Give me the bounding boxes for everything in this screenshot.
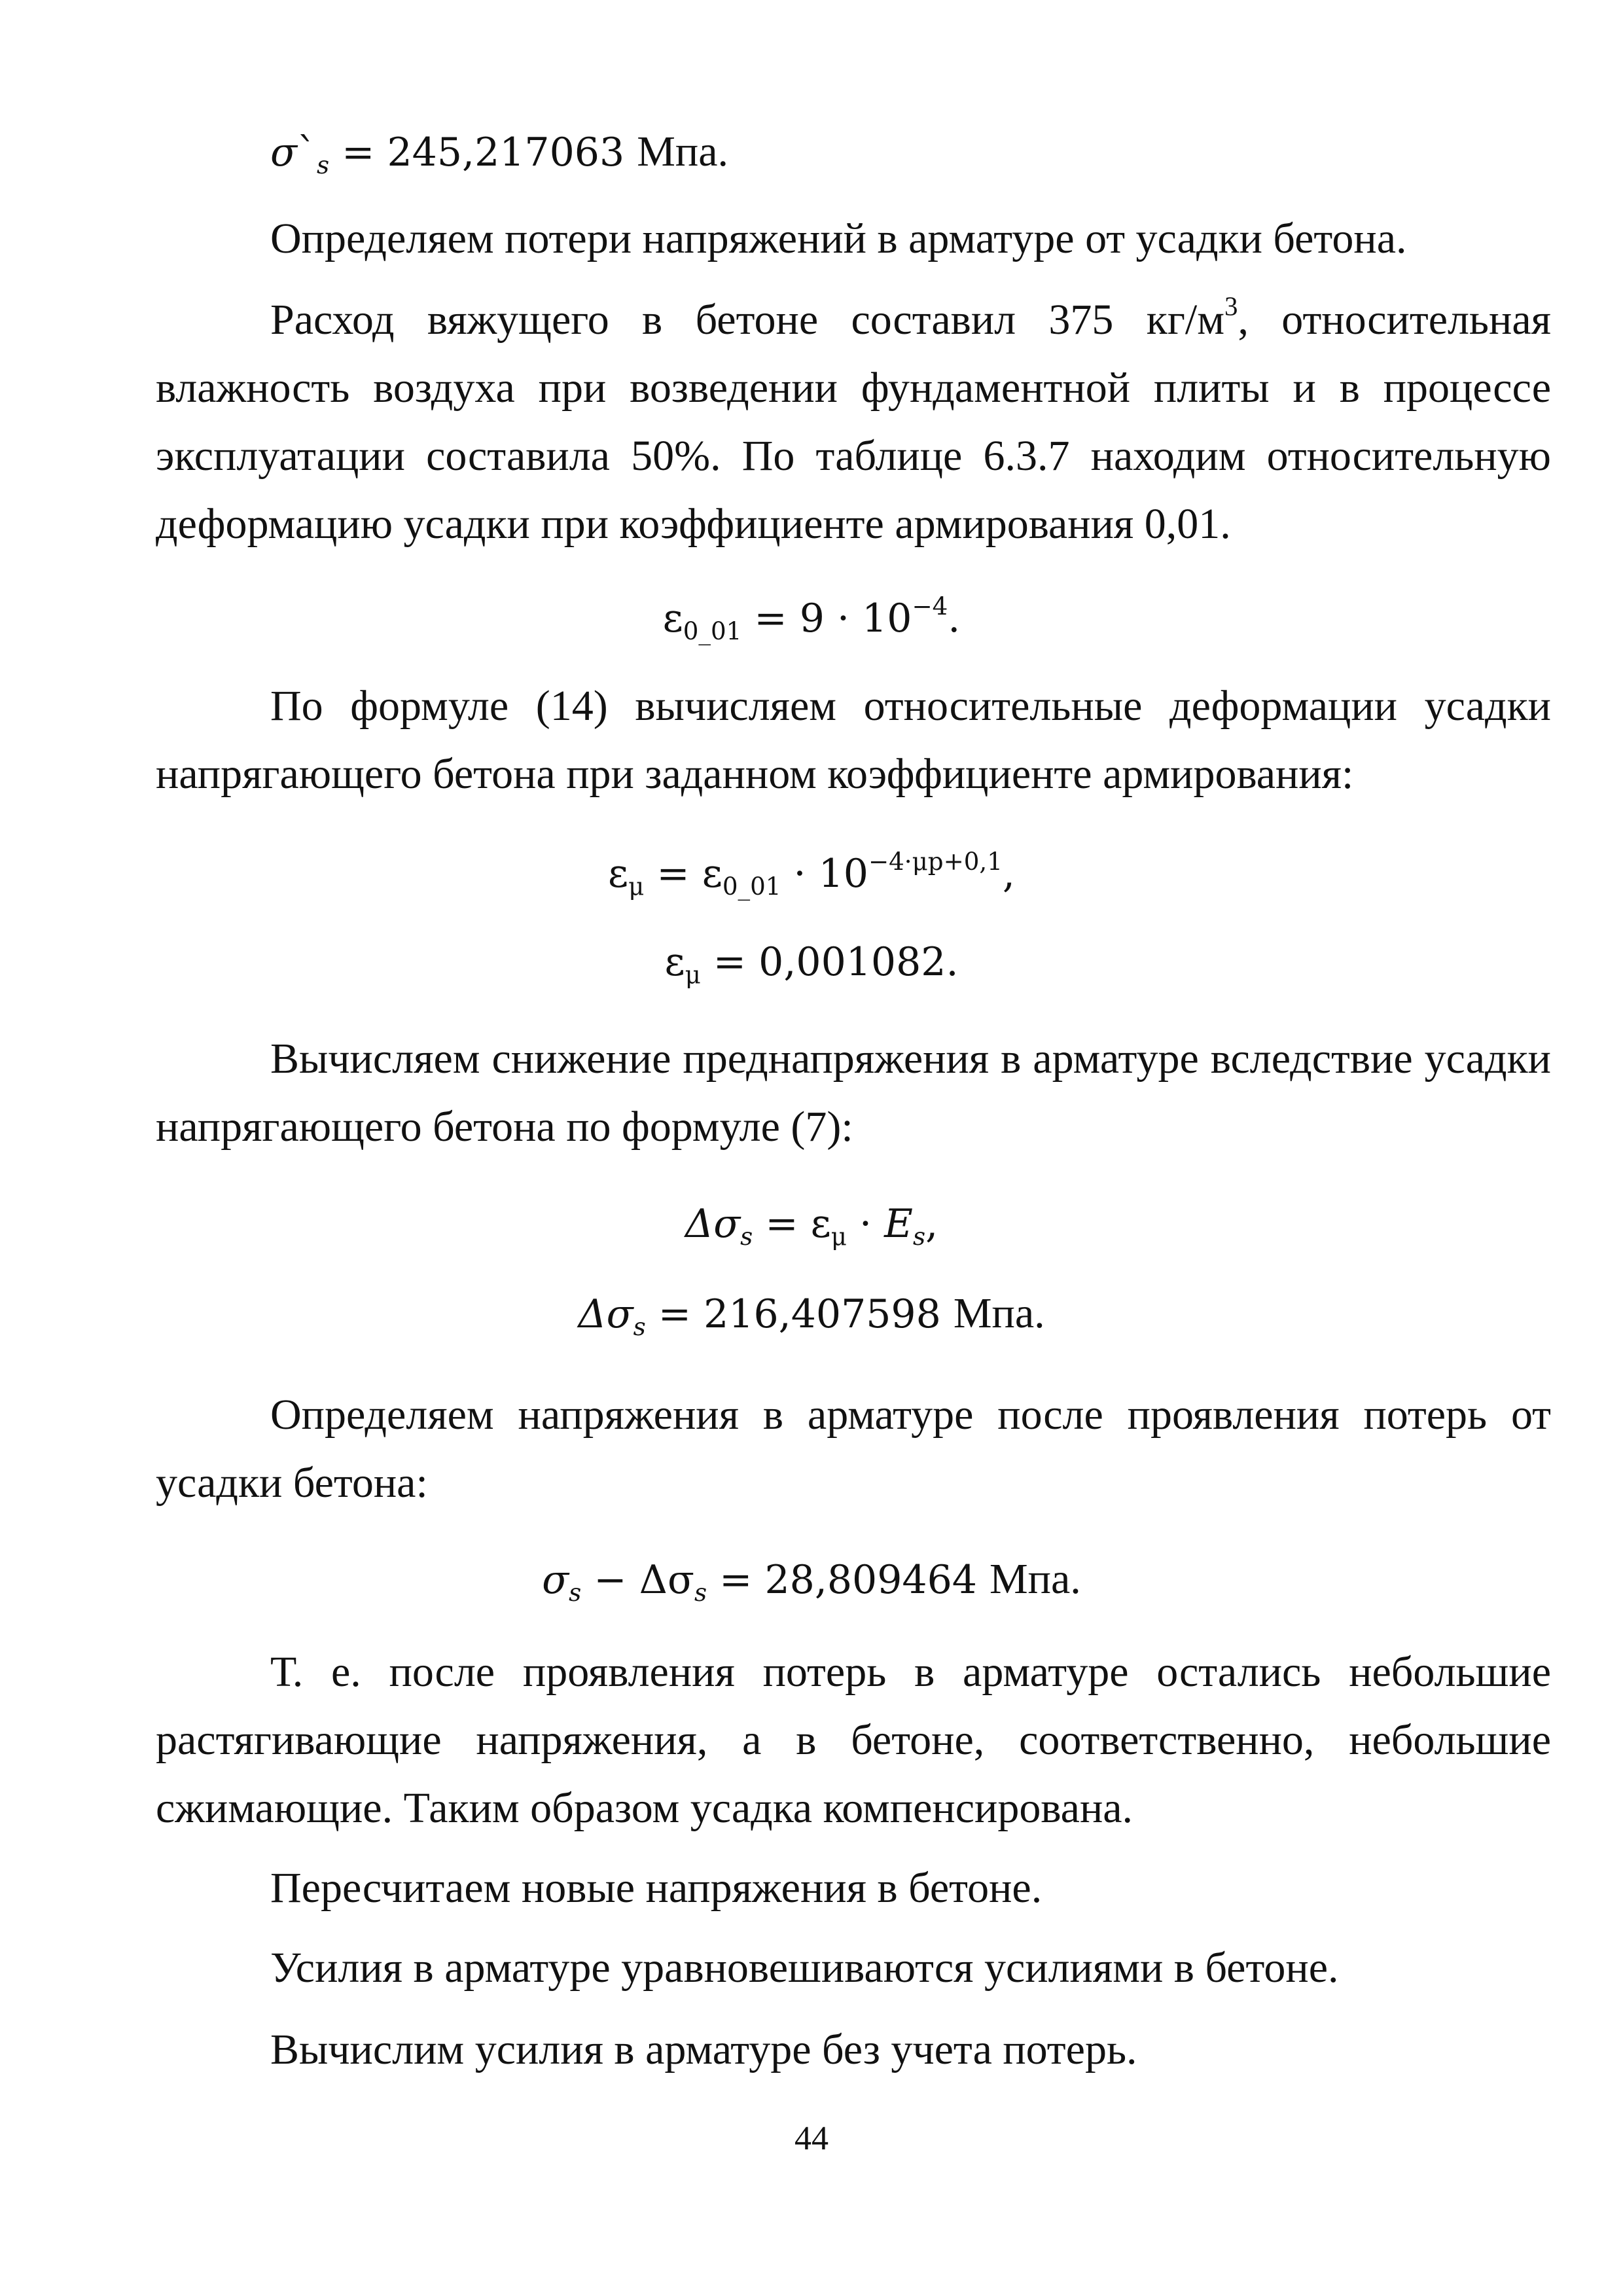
equation-eps-mu-formula: $\varepsilon_\mu = \varepsilon_{0\_01} \cdot 10^{-4\cdot\mu p+0,1}$, xyxy=(608,846,1015,901)
paragraph-binder-consumption: Расход вяжущего в бетоне составил 375 $кг/м^3$, относительная влажность воздуха при возведении фундаментной плиты и в процессе эксплуатации составила 50%. По таблице 6.3.7 находим относительную деформацию усадки при коэффициенте армирования 0,01. xyxy=(156,291,1552,548)
paragraph-formula-7: Вычисляем снижение преднапряжения в арматуре вследствие усадки напрягающего бетона по формуле (7): xyxy=(156,1035,1551,1151)
equation-eps-mu-value: $\varepsilon_\mu = 0,001082$. xyxy=(664,939,959,989)
paragraph-losses-intro: Определяем потери напряжений в арматуре от усадки бетона. xyxy=(270,215,1407,262)
equation-delta-sigma-formula: $\Delta\sigma_s = \varepsilon_\mu \cdot E_s$, xyxy=(685,1201,938,1251)
sigma-prime-value: 245,217063 xyxy=(387,130,625,175)
paragraph-recalculate: Пересчитаем новые напряжения в бетоне. xyxy=(270,1864,1043,1912)
equation-delta-sigma-value: $\Delta\sigma_s = 216,407598$ Мпа. xyxy=(578,1289,1045,1341)
paragraph-forces-balanced: Усилия в арматуре уравновешиваются усилиями в бетоне. xyxy=(270,1944,1339,1992)
page-number: 44 xyxy=(794,2120,829,2157)
paragraph-stress-after-losses: Определяем напряжения в арматуре после проявления потерь от усадки бетона: xyxy=(156,1391,1551,1507)
paragraph-forces-without-losses: Вычислим усилия в арматуре без учета потерь. xyxy=(270,2026,1137,2073)
paragraph-formula-14: По формуле (14) вычисляем относительные деформации усадки напрягающего бетона при заданном коэффициенте армирования: xyxy=(156,682,1551,798)
unit-label: Мпа. xyxy=(637,128,729,175)
equation-sigma-difference: $\sigma_s - \Delta\sigma_s = 28,809464$ Мпа. xyxy=(542,1555,1081,1607)
sigma-symbol: σ xyxy=(270,130,297,175)
paragraph-shrinkage-compensated: Т. е. после проявления потерь в арматуре остались небольшие растягивающие напряжения, а в бетоне, соответственно, небольшие сжимающие. Таким образом усадка компенсирована. xyxy=(156,1648,1551,1832)
equation-sigma-prime: $\sigma`_s = 245,217063$ Мпа. xyxy=(270,128,729,179)
equation-eps-0-01: $\varepsilon_{0\_01} = 9 \cdot 10^{-4}$. xyxy=(662,591,961,645)
